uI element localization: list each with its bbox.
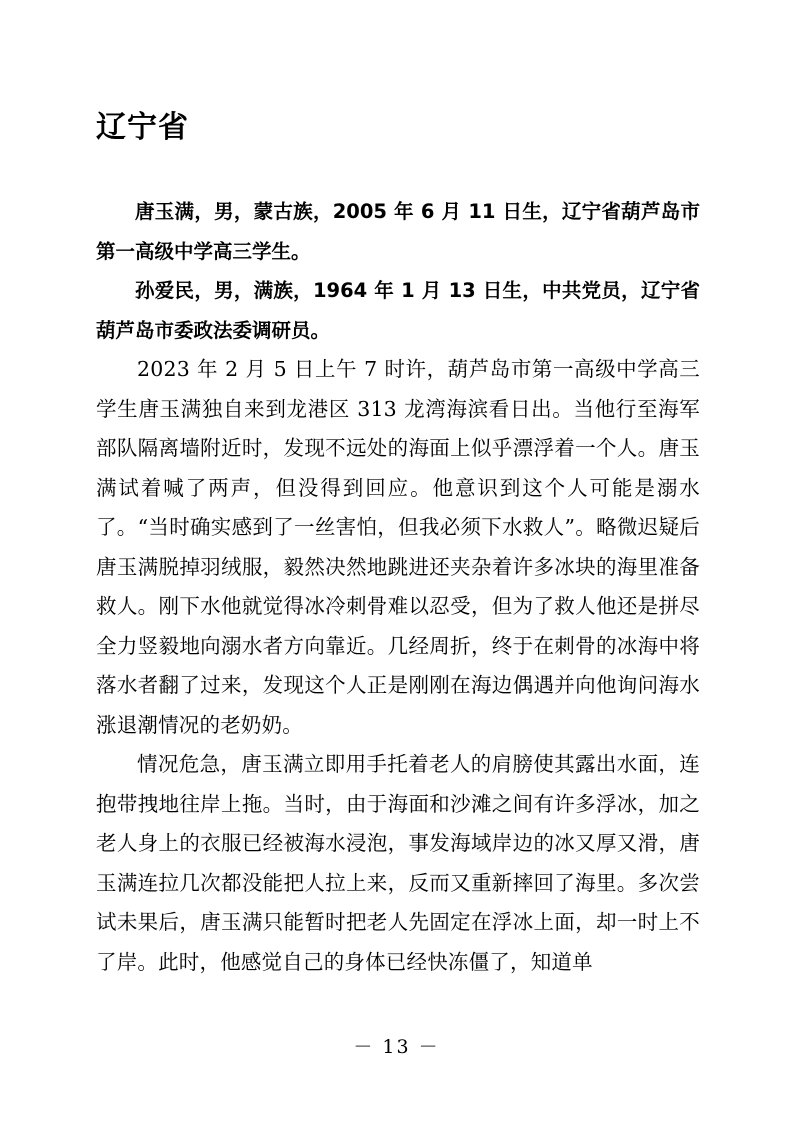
paragraph-person-tang: 唐玉满，男，蒙古族，2005 年 6 月 11 日生，辽宁省葫芦岛市第一高级中学高三学生。 — [96, 200, 700, 263]
page-title: 辽宁省 — [96, 110, 189, 145]
paragraph-person-sun: 孙爱民，男，满族，1964 年 1 月 13 日生，中共党员，辽宁省葫芦岛市委政法委调研员。 — [96, 279, 700, 342]
paragraph-body-1: 2023 年 2 月 5 日上午 7 时许，葫芦岛市第一高级中学高三学生唐玉满独自来到龙港区 313 龙湾海滨看日出。当他行至海军部队隔离墙附近时，发现不远处的海面上似乎漂浮着一个人。唐玉满试着喊了两声，但没得到回应。他意识到这个人可能是溺水了。“当时确实感到了一丝害怕，但我必须下水救人”。略微迟疑后唐玉满脱掉羽绒服，毅然决然地跳进还夹杂着许多冰块的海里准备救人。刚下水他就觉得冰冷刺骨难以忍受，但为了救人他还是拼尽全力竖毅地向溺水者方向靠近。几经周折，终于在刺骨的冰海中将落水者翻了过来，发现这个人正是刚刚在海边偶遇并向他询问海水涨退潮情况的老奶奶。 — [96, 357, 700, 737]
paragraph-body-2: 情况危急，唐玉满立即用手托着老人的肩膀使其露出水面，连抱带拽地往岸上拖。当时，由于海面和沙滩之间有许多浮冰，加之老人身上的衣服已经被海水浸泡，事发海域岸边的冰又厚又滑，唐玉满连拉几次都没能把人拉上来，反而又重新摔回了海里。多次尝试未果后，唐玉满只能暂时把老人先固定在浮冰上面，却一时上不了岸。此时，他感觉自己的身体已经快冻僵了，知道单 — [96, 752, 700, 974]
page-content — [96, 108, 700, 982]
page-number: － 13 － — [353, 1036, 440, 1058]
